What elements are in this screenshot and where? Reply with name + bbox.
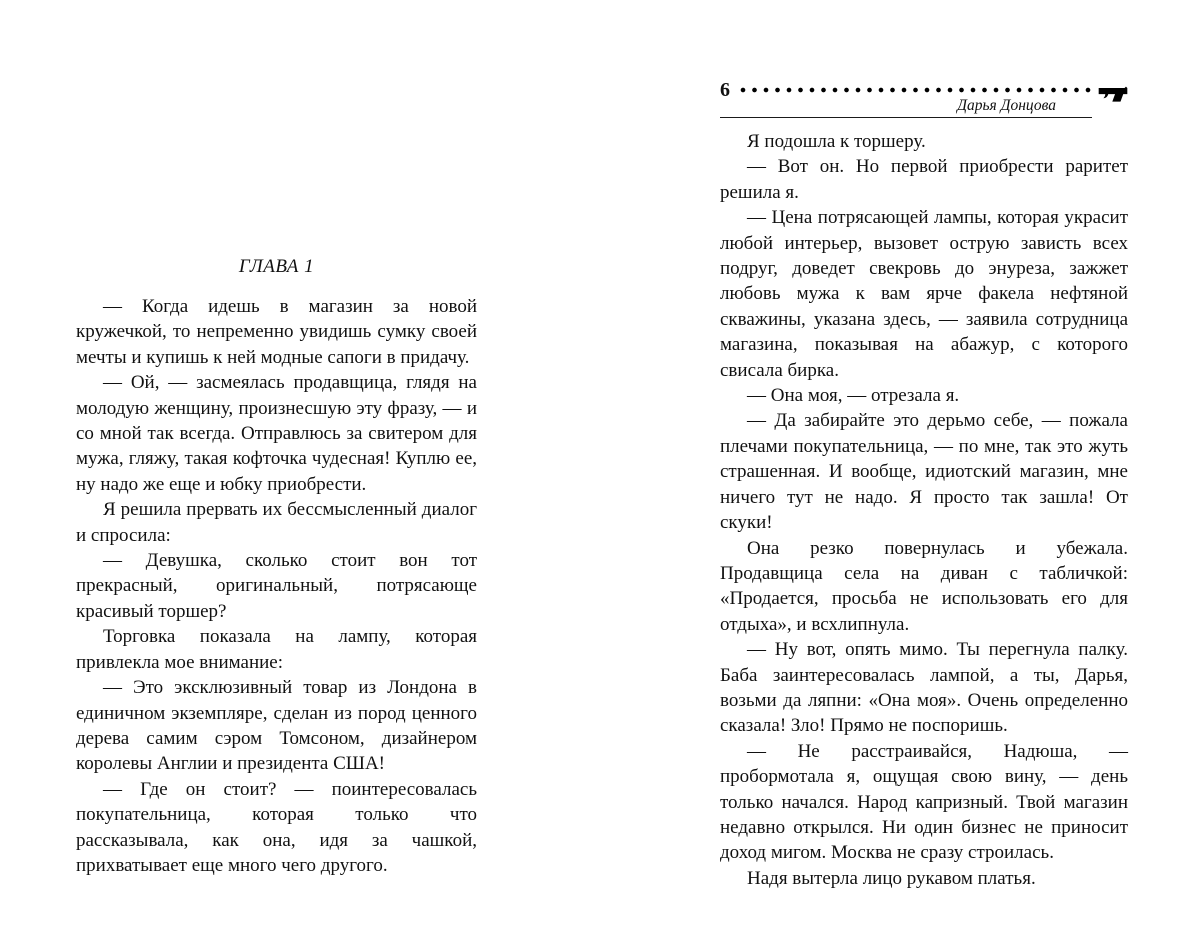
- paragraph: Я подошла к торшеру.: [747, 131, 926, 152]
- paragraph: — Не расстраивайся, Надюша, — пробормотала я, ощущая свою вину, — день только начался. Народ капризный. Твой магазин недавно открылся. Ни один бизнес не приносит доход мигом. Москва не сразу строилась.: [720, 740, 1128, 864]
- paragraph: — Она моя, — отрезала я.: [747, 385, 960, 407]
- dotted-leader: [740, 87, 1092, 93]
- left-page: [76, 256, 477, 878]
- running-header-row: [720, 79, 1092, 101]
- paragraph: Она резко повернулась и убежала. Продавщица села на диван с табличкой: «Продается, просьба не использовать его для отдыха», и всхлипнула.: [720, 537, 1128, 635]
- running-header: [720, 79, 1128, 118]
- paragraph: — Ой, — засмеялась продавщица, глядя на молодую женщину, произнесшую эту фразу, — и со мной так всегда. Отправлюсь за свитером для мужа, гляжу, такая кофточка чудесная! Куплю ее, ну надо же еще и юбку приобрести.: [76, 372, 477, 495]
- paragraph: — Где он стоит? — поинтересовалась покупательница, которая только что рассказывала, как она, идя за чашкой, прихватывает еще много чего другого.: [76, 778, 477, 876]
- paragraph: — Когда идешь в магазин за новой кружечкой, то непременно увидишь сумку своей мечты и купишь к ней модные сапоги в придачу.: [76, 296, 477, 368]
- paragraph: — Девушка, сколько стоит вон тот прекрасный, оригинальный, потрясающе красивый торшер?: [76, 550, 477, 622]
- paragraph: Надя вытерла лицо рукавом платья.: [747, 867, 1036, 889]
- pistol-icon: [1098, 84, 1128, 103]
- paragraph: — Да забирайте это дерьмо себе, — пожала плечами покупательница, — по мне, так это жуть страшенная. И вообще, идиотский магазин, мне ничего тут не надо. Я просто так зашла! От скуки!: [720, 410, 1128, 534]
- header-rule: [720, 117, 1092, 118]
- right-page: [720, 79, 1128, 891]
- paragraph: — Вот он. Но первой приобрести раритет решила я.: [720, 156, 1128, 203]
- chapter-title: ГЛАВА 1: [238, 256, 315, 277]
- paragraph: — Ну вот, опять мимо. Ты перегнула палку. Баба заинтересовалась лампой, а ты, Дарья, возьми да ляпни: «Она моя». Очень определенно сказала! Зло! Прямо не поспоришь.: [720, 639, 1128, 737]
- paragraph: — Это эксклюзивный товар из Лондона в единичном экземпляре, сделан из пород ценного дерева самим сэром Томсоном, дизайнером королевы Англии и президента США!: [76, 677, 477, 775]
- paragraph: — Цена потрясающей лампы, которая украсит любой интерьер, вызовет острую зависть всех подруг, доведет свекровь до энуреза, зажжет любовь мужа к вам ярче факела нефтяной скважины, указана здесь, — заявила сотрудница магазина, показывая на абажур, с которого свисала бирка.: [720, 207, 1128, 381]
- paragraph: Торговка показала на лампу, которая привлекла мое внимание:: [76, 626, 477, 673]
- paragraph: Я решила прервать их бессмысленный диалог и спросила:: [76, 499, 477, 546]
- page-number: 6: [720, 79, 730, 101]
- running-author: Дарья Донцова: [957, 97, 1056, 114]
